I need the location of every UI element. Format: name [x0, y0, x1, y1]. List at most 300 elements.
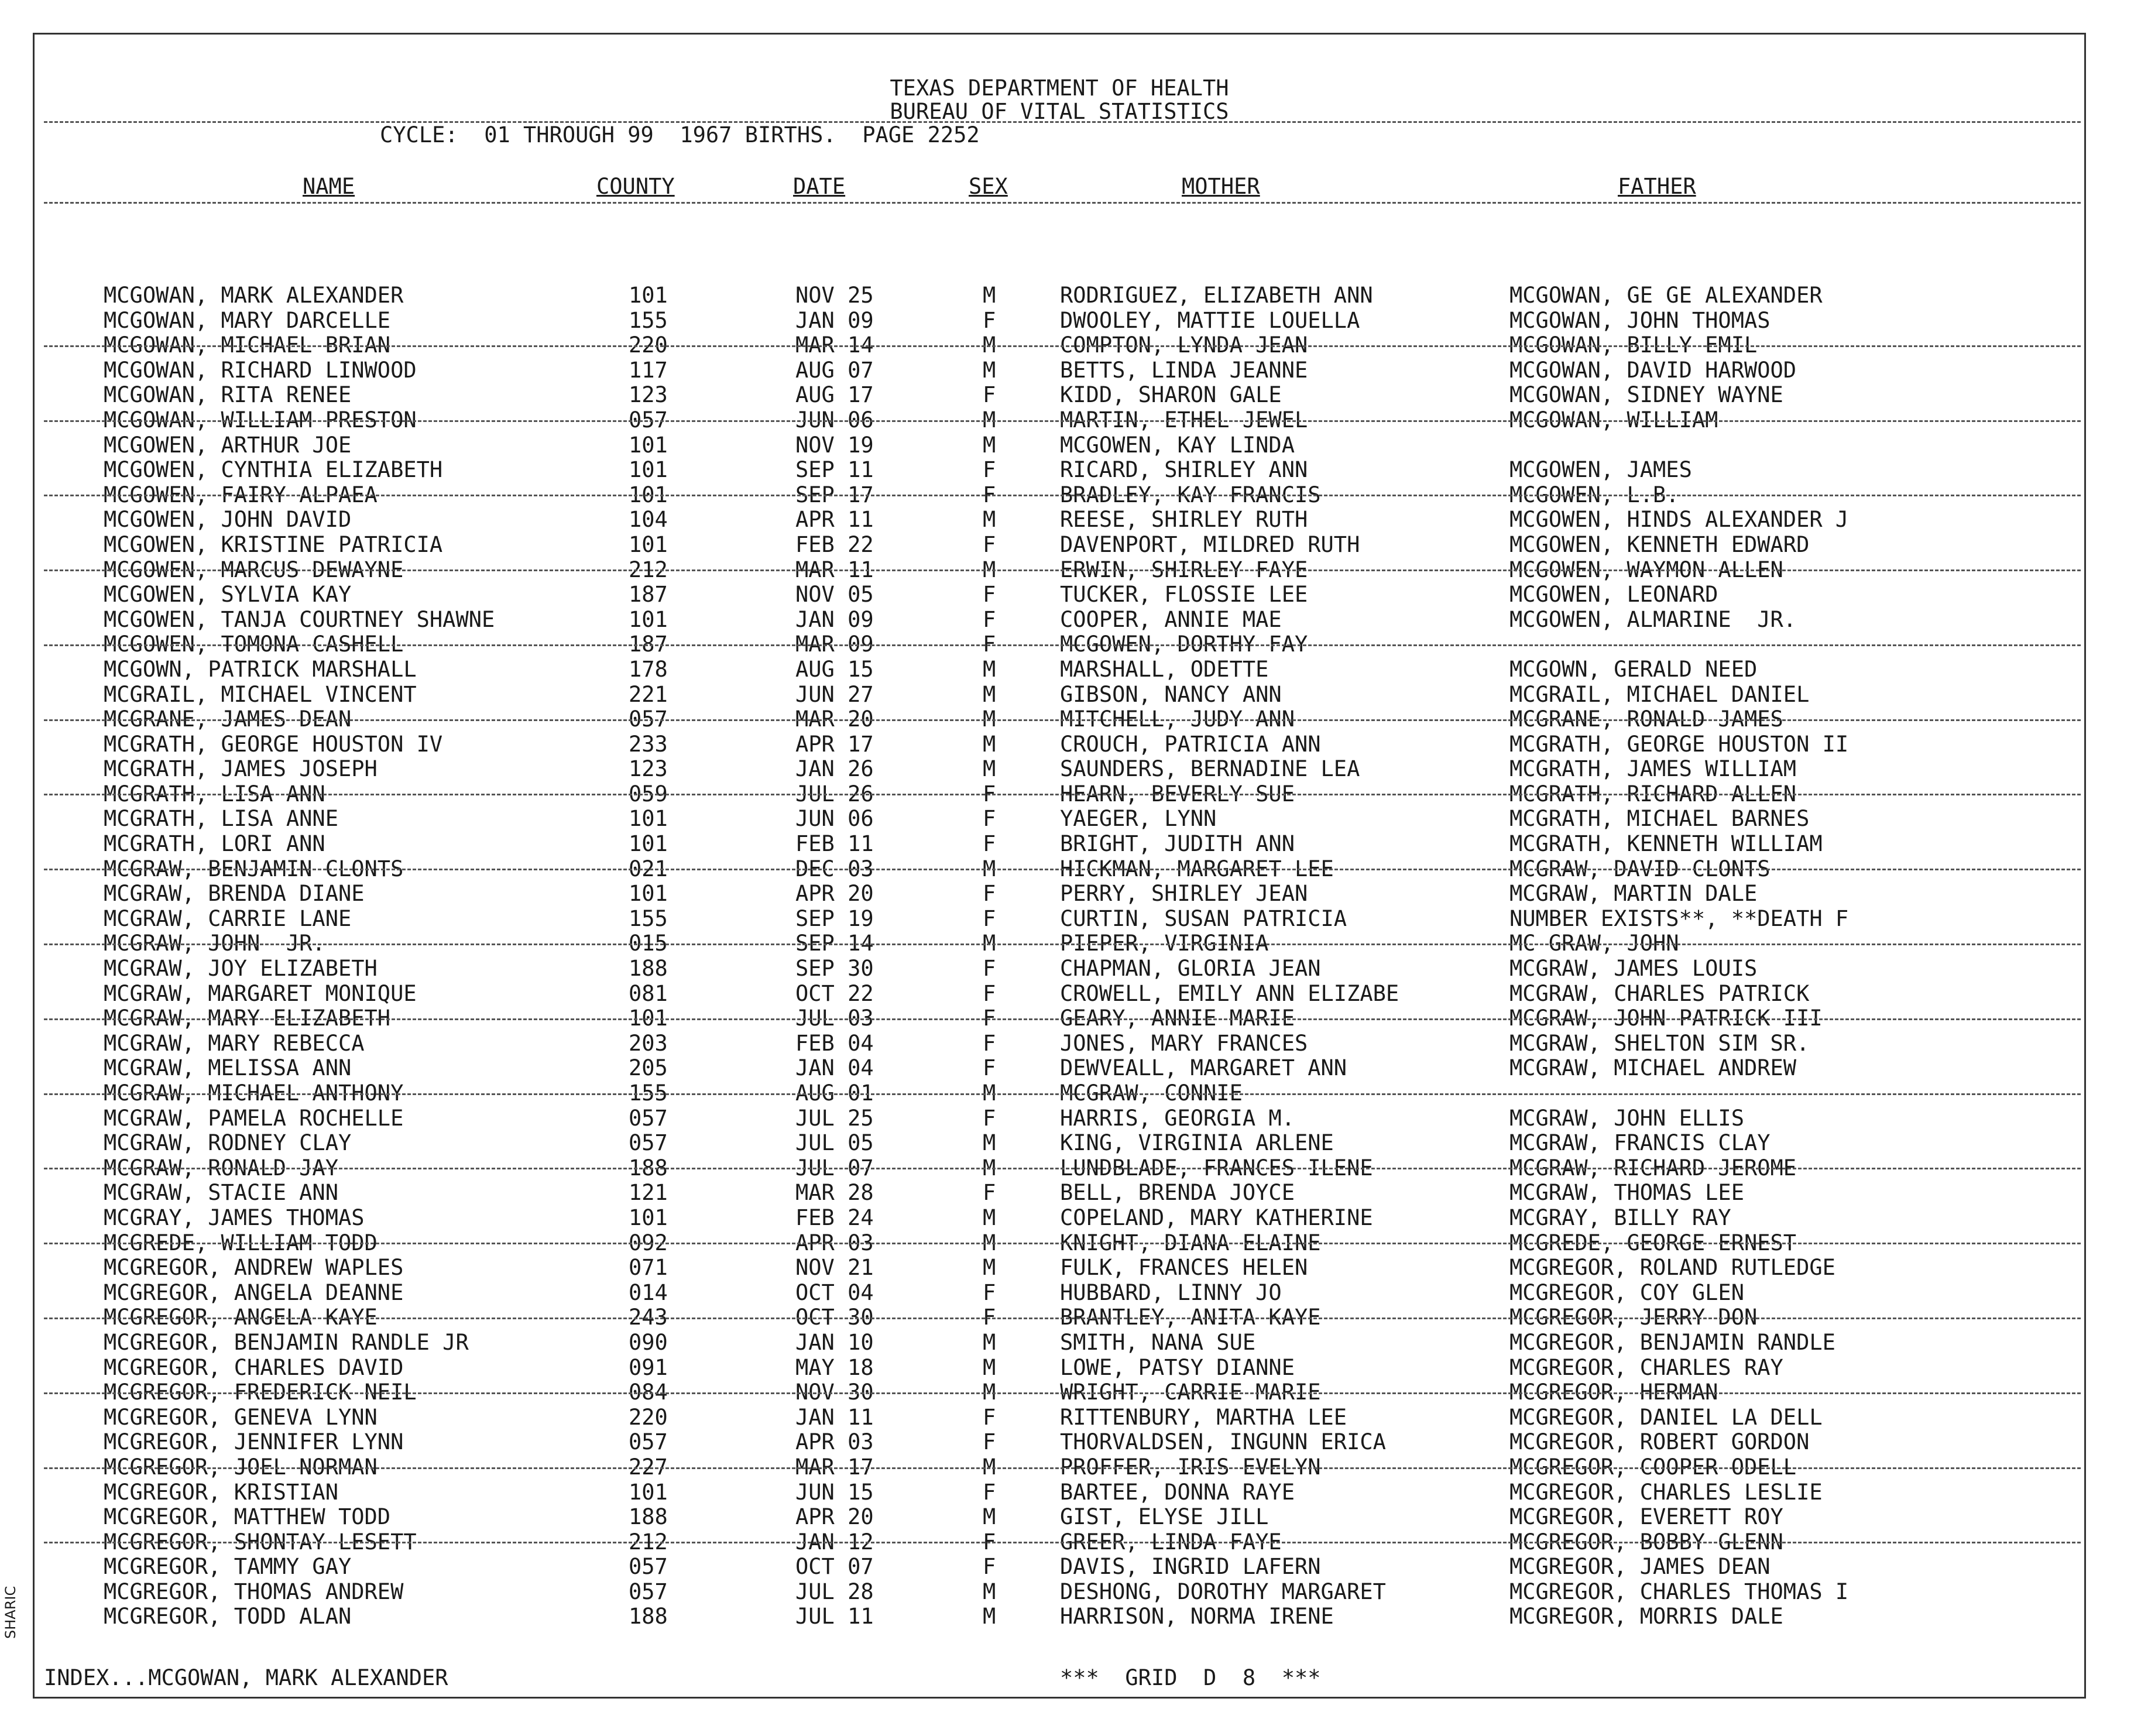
- record-sex: M: [983, 557, 996, 582]
- record-name: MCGOWEN, JOHN DAVID: [104, 507, 352, 533]
- record-name: MCGOWEN, TOMONA CASHELL: [104, 632, 404, 657]
- col-header-name: NAME: [303, 174, 355, 199]
- record-name: MCGOWEN, CYNTHIA ELIZABETH: [104, 457, 443, 483]
- record-mother: HARRISON, NORMA IRENE: [1060, 1604, 1334, 1629]
- record-sex: M: [983, 1380, 996, 1405]
- record-date: APR 20: [795, 881, 874, 907]
- record-sex: F: [983, 1529, 996, 1555]
- record-mother: KING, VIRGINIA ARLENE: [1060, 1130, 1334, 1156]
- record-father: MCGREGOR, EVERETT ROY: [1509, 1504, 1783, 1530]
- record-father: MCGOWEN, JAMES: [1509, 457, 1692, 483]
- record-county: 101: [629, 457, 668, 483]
- record-sex: F: [983, 905, 996, 931]
- record-row: [35, 1405, 2084, 1430]
- record-row: [35, 1330, 2084, 1356]
- record-sex: M: [983, 332, 996, 358]
- record-name: MCGRATH, LISA ANN: [104, 781, 325, 807]
- record-date: JUL 11: [795, 1604, 874, 1629]
- record-sex: F: [983, 582, 996, 608]
- record-sex: F: [983, 382, 996, 408]
- record-row: [35, 1131, 2084, 1156]
- record-date: OCT 30: [795, 1305, 874, 1330]
- record-father: MCGOWAN, GE GE ALEXANDER: [1509, 283, 1823, 308]
- row-divider: [44, 1093, 2081, 1095]
- record-father: MCGRATH, KENNETH WILLIAM: [1509, 831, 1823, 857]
- row-divider: [44, 1018, 2081, 1020]
- record-mother: BRADLEY, KAY FRANCIS: [1060, 482, 1321, 507]
- row-divider: [44, 495, 2081, 496]
- record-county: 057: [629, 1554, 668, 1580]
- record-mother: ERWIN, SHIRLEY FAYE: [1060, 557, 1308, 582]
- row-divider: [44, 794, 2081, 795]
- record-date: SEP 17: [795, 482, 874, 507]
- record-father: MCGREGOR, CHARLES RAY: [1509, 1354, 1783, 1380]
- record-name: MCGOWAN, WILLIAM PRESTON: [104, 407, 417, 433]
- col-header-sex: SEX: [969, 174, 1008, 199]
- record-mother: LUNDBLADE, FRANCES ILENE: [1060, 1155, 1373, 1181]
- record-sex: M: [983, 1155, 996, 1181]
- record-father: MCGREGOR, BOBBY GLENN: [1509, 1529, 1783, 1555]
- record-date: JUL 03: [795, 1006, 874, 1031]
- record-county: 057: [629, 1130, 668, 1156]
- record-sex: M: [983, 1504, 996, 1530]
- record-county: 188: [629, 1504, 668, 1530]
- record-county: 212: [629, 1529, 668, 1555]
- record-date: SEP 14: [795, 931, 874, 956]
- record-father: MCGRAW, THOMAS LEE: [1509, 1180, 1744, 1206]
- record-mother: RITTENBURY, MARTHA LEE: [1060, 1404, 1347, 1430]
- record-father: MCGREGOR, JERRY DON: [1509, 1305, 1758, 1330]
- record-mother: TUCKER, FLOSSIE LEE: [1060, 582, 1308, 608]
- record-date: NOV 25: [795, 283, 874, 308]
- record-father: MCGRAW, FRANCIS CLAY: [1509, 1130, 1771, 1156]
- record-date: NOV 19: [795, 432, 874, 458]
- row-divider: [44, 1542, 2081, 1543]
- record-name: MCGRAW, CARRIE LANE: [104, 905, 352, 931]
- record-row: [35, 1056, 2084, 1081]
- record-row: [35, 1181, 2084, 1206]
- record-name: MCGRATH, JAMES JOSEPH: [104, 756, 378, 782]
- record-mother: BETTS, LINDA JEANNE: [1060, 357, 1308, 383]
- record-date: FEB 24: [795, 1205, 874, 1230]
- record-father: MCGREGOR, ROBERT GORDON: [1509, 1429, 1810, 1455]
- record-date: NOV 21: [795, 1255, 874, 1281]
- record-name: MCGOWEN, MARCUS DEWAYNE: [104, 557, 404, 582]
- record-date: APR 03: [795, 1429, 874, 1455]
- record-mother: BRIGHT, JUDITH ANN: [1060, 831, 1295, 857]
- record-date: OCT 22: [795, 980, 874, 1006]
- row-divider: [44, 869, 2081, 870]
- record-date: APR 17: [795, 731, 874, 757]
- record-name: MCGREGOR, THOMAS ANDREW: [104, 1579, 404, 1604]
- record-county: 101: [629, 482, 668, 507]
- record-county: 220: [629, 332, 668, 358]
- record-mother: CROWELL, EMILY ANN ELIZABE: [1060, 980, 1399, 1006]
- record-father: MCGRAW, CHARLES PATRICK: [1509, 980, 1810, 1006]
- record-sex: F: [983, 1055, 996, 1081]
- record-sex: M: [983, 1130, 996, 1156]
- record-county: 101: [629, 432, 668, 458]
- record-father: MCGOWAN, BILLY EMIL: [1509, 332, 1758, 358]
- divider: [44, 121, 2081, 123]
- record-row: [35, 433, 2084, 458]
- record-county: 205: [629, 1055, 668, 1081]
- record-mother: COOPER, ANNIE MAE: [1060, 606, 1282, 632]
- record-name: MCGREGOR, TAMMY GAY: [104, 1554, 352, 1580]
- record-name: MCGOWEN, SYLVIA KAY: [104, 582, 352, 608]
- record-date: OCT 07: [795, 1554, 874, 1580]
- record-name: MCGRAY, JAMES THOMAS: [104, 1205, 365, 1230]
- record-row: [35, 757, 2084, 782]
- record-mother: BELL, BRENDA JOYCE: [1060, 1180, 1295, 1206]
- record-mother: PIEPER, VIRGINIA: [1060, 931, 1269, 956]
- record-father: MCGOWAN, DAVID HARWOOD: [1509, 357, 1797, 383]
- record-mother: FULK, FRANCES HELEN: [1060, 1255, 1308, 1281]
- record-sex: F: [983, 831, 996, 857]
- row-divider: [44, 345, 2081, 347]
- record-father: MCGOWEN, L.B.: [1509, 482, 1679, 507]
- record-county: 014: [629, 1279, 668, 1305]
- record-row: [35, 1505, 2084, 1530]
- record-name: MCGRAIL, MICHAEL VINCENT: [104, 681, 417, 707]
- record-father: MCGOWEN, WAYMON ALLEN: [1509, 557, 1783, 582]
- record-date: JAN 09: [795, 606, 874, 632]
- record-mother: SMITH, NANA SUE: [1060, 1329, 1256, 1355]
- record-name: MCGREDE, WILLIAM TODD: [104, 1230, 378, 1255]
- record-county: 059: [629, 781, 668, 807]
- record-name: MCGREGOR, KRISTIAN: [104, 1479, 338, 1505]
- record-name: MCGRAW, MARY ELIZABETH: [104, 1006, 391, 1031]
- record-date: FEB 11: [795, 831, 874, 857]
- record-sex: F: [983, 1180, 996, 1206]
- record-date: JUN 06: [795, 806, 874, 832]
- row-divider: [44, 1243, 2081, 1244]
- record-sex: M: [983, 856, 996, 881]
- record-name: MCGRAW, BENJAMIN CLONTS: [104, 856, 404, 881]
- record-mother: MARTIN, ETHEL JEWEL: [1060, 407, 1308, 433]
- record-father: MCGREDE, GEORGE ERNEST: [1509, 1230, 1797, 1255]
- record-sex: M: [983, 1329, 996, 1355]
- record-date: MAY 18: [795, 1354, 874, 1380]
- record-name: MCGRAW, MELISSA ANN: [104, 1055, 352, 1081]
- record-mother: CURTIN, SUSAN PATRICIA: [1060, 905, 1347, 931]
- record-county: 121: [629, 1180, 668, 1206]
- record-county: 187: [629, 582, 668, 608]
- record-name: MCGREGOR, CHARLES DAVID: [104, 1354, 404, 1380]
- record-name: MCGRAW, PAMELA ROCHELLE: [104, 1105, 404, 1131]
- record-row: [35, 1281, 2084, 1306]
- row-divider: [44, 1168, 2081, 1169]
- record-mother: RICARD, SHIRLEY ANN: [1060, 457, 1308, 483]
- record-date: APR 20: [795, 1504, 874, 1530]
- record-father: MCGREGOR, MORRIS DALE: [1509, 1604, 1783, 1629]
- record-sex: F: [983, 1030, 996, 1056]
- record-mother: YAEGER, LYNN: [1060, 806, 1217, 832]
- record-sex: F: [983, 1554, 996, 1580]
- record-father: MCGRATH, MICHAEL BARNES: [1509, 806, 1810, 832]
- record-name: MCGRAW, JOHN JR.: [104, 931, 325, 956]
- record-name: MCGOWAN, RICHARD LINWOOD: [104, 357, 417, 383]
- record-row: [35, 582, 2084, 608]
- record-sex: F: [983, 806, 996, 832]
- record-row: [35, 982, 2084, 1007]
- record-row: [35, 1430, 2084, 1455]
- side-label: SHARIC: [2, 1586, 19, 1639]
- record-county: 101: [629, 531, 668, 557]
- record-county: 203: [629, 1030, 668, 1056]
- record-row: [35, 1356, 2084, 1381]
- record-county: 123: [629, 382, 668, 408]
- record-date: MAR 17: [795, 1454, 874, 1480]
- record-date: JUN 06: [795, 407, 874, 433]
- record-father: MCGOWEN, KENNETH EDWARD: [1509, 531, 1810, 557]
- record-sex: M: [983, 507, 996, 533]
- divider: [44, 202, 2081, 204]
- record-name: MCGRAW, RONALD JAY: [104, 1155, 338, 1181]
- record-mother: CHAPMAN, GLORIA JEAN: [1060, 956, 1321, 982]
- record-mother: PROFFER, IRIS EVELYN: [1060, 1454, 1321, 1480]
- record-date: AUG 15: [795, 656, 874, 682]
- record-father: MCGOWEN, LEONARD: [1509, 582, 1718, 608]
- record-father: MCGOWN, GERALD NEED: [1509, 656, 1758, 682]
- record-mother: HICKMAN, MARGARET LEE: [1060, 856, 1334, 881]
- index-line: INDEX...MCGOWAN, MARK ALEXANDER: [44, 1665, 448, 1690]
- record-row: [35, 907, 2084, 932]
- record-sex: M: [983, 681, 996, 707]
- record-sex: F: [983, 307, 996, 333]
- record-sex: F: [983, 457, 996, 483]
- record-mother: JONES, MARY FRANCES: [1060, 1030, 1308, 1056]
- record-date: JAN 12: [795, 1529, 874, 1555]
- record-sex: M: [983, 1354, 996, 1380]
- record-county: 021: [629, 856, 668, 881]
- record-county: 057: [629, 1429, 668, 1455]
- record-sex: F: [983, 956, 996, 982]
- record-father: MCGRAW, DAVID CLONTS: [1509, 856, 1771, 881]
- record-county: 090: [629, 1329, 668, 1355]
- record-name: MCGRANE, JAMES DEAN: [104, 706, 352, 732]
- record-father: MCGREGOR, COY GLEN: [1509, 1279, 1744, 1305]
- record-name: MCGRAW, RODNEY CLAY: [104, 1130, 352, 1156]
- record-father: NUMBER EXISTS**, **DEATH F: [1509, 905, 1849, 931]
- record-mother: CROUCH, PATRICIA ANN: [1060, 731, 1321, 757]
- record-county: 188: [629, 956, 668, 982]
- record-county: 101: [629, 1006, 668, 1031]
- record-county: 071: [629, 1255, 668, 1281]
- record-row: [35, 1206, 2084, 1231]
- record-sex: M: [983, 1205, 996, 1230]
- record-mother: GEARY, ANNIE MARIE: [1060, 1006, 1295, 1031]
- record-mother: THORVALDSEN, INGUNN ERICA: [1060, 1429, 1386, 1455]
- record-name: MCGREGOR, TODD ALAN: [104, 1604, 352, 1629]
- record-row: [35, 283, 2084, 308]
- record-row: [35, 657, 2084, 682]
- record-father: MCGRAW, JOHN PATRICK III: [1509, 1006, 1823, 1031]
- record-name: MCGOWAN, RITA RENEE: [104, 382, 352, 408]
- record-mother: BRANTLEY, ANITA KAYE: [1060, 1305, 1321, 1330]
- record-row: [35, 1031, 2084, 1056]
- record-name: MCGOWEN, ARTHUR JOE: [104, 432, 352, 458]
- record-date: JAN 10: [795, 1329, 874, 1355]
- record-father: MCGREGOR, COOPER ODELL: [1509, 1454, 1797, 1480]
- record-date: MAR 11: [795, 557, 874, 582]
- record-name: MCGRAW, STACIE ANN: [104, 1180, 338, 1206]
- record-sex: F: [983, 1404, 996, 1430]
- row-divider: [44, 1467, 2081, 1469]
- record-sex: M: [983, 756, 996, 782]
- record-sex: F: [983, 1305, 996, 1330]
- record-mother: MCGOWEN, KAY LINDA: [1060, 432, 1295, 458]
- record-date: JUL 05: [795, 1130, 874, 1156]
- record-father: MCGRAW, JAMES LOUIS: [1509, 956, 1758, 982]
- record-row: [35, 732, 2084, 757]
- record-sex: M: [983, 432, 996, 458]
- record-sex: M: [983, 731, 996, 757]
- record-mother: LOWE, PATSY DIANNE: [1060, 1354, 1295, 1380]
- record-county: 220: [629, 1404, 668, 1430]
- record-sex: M: [983, 1579, 996, 1604]
- record-date: JUL 07: [795, 1155, 874, 1181]
- record-name: MCGREGOR, ANGELA DEANNE: [104, 1279, 404, 1305]
- record-date: DEC 03: [795, 856, 874, 881]
- record-date: SEP 19: [795, 905, 874, 931]
- record-date: MAR 09: [795, 632, 874, 657]
- record-county: 057: [629, 1579, 668, 1604]
- record-county: 091: [629, 1354, 668, 1380]
- record-mother: SAUNDERS, BERNADINE LEA: [1060, 756, 1360, 782]
- record-row: [35, 383, 2084, 408]
- record-father: MCGRANE, RONALD JAMES: [1509, 706, 1783, 732]
- record-mother: GREER, LINDA FAYE: [1060, 1529, 1282, 1555]
- record-father: MCGRATH, JAMES WILLIAM: [1509, 756, 1797, 782]
- record-county: 227: [629, 1454, 668, 1480]
- record-county: 092: [629, 1230, 668, 1255]
- record-father: MCGRATH, GEORGE HOUSTON II: [1509, 731, 1849, 757]
- record-mother: BARTEE, DONNA RAYE: [1060, 1479, 1295, 1505]
- record-date: JAN 09: [795, 307, 874, 333]
- record-mother: HEARN, BEVERLY SUE: [1060, 781, 1295, 807]
- record-date: AUG 17: [795, 382, 874, 408]
- record-county: 101: [629, 1205, 668, 1230]
- record-father: MCGRAW, MICHAEL ANDREW: [1509, 1055, 1797, 1081]
- record-county: 123: [629, 756, 668, 782]
- record-name: MCGREGOR, ANDREW WAPLES: [104, 1255, 404, 1281]
- record-name: MCGRAW, MARGARET MONIQUE: [104, 980, 417, 1006]
- record-name: MCGREGOR, MATTHEW TODD: [104, 1504, 391, 1530]
- row-divider: [44, 944, 2081, 945]
- record-date: AUG 07: [795, 357, 874, 383]
- record-mother: KIDD, SHARON GALE: [1060, 382, 1282, 408]
- record-mother: COPELAND, MARY KATHERINE: [1060, 1205, 1373, 1230]
- record-father: MCGREGOR, DANIEL LA DELL: [1509, 1404, 1823, 1430]
- record-mother: DWOOLEY, MATTIE LOUELLA: [1060, 307, 1360, 333]
- record-date: NOV 05: [795, 582, 874, 608]
- record-sex: M: [983, 1230, 996, 1255]
- record-father: MCGOWEN, ALMARINE JR.: [1509, 606, 1797, 632]
- record-name: MCGREGOR, JENNIFER LYNN: [104, 1429, 404, 1455]
- record-row: [35, 956, 2084, 982]
- record-sex: F: [983, 1429, 996, 1455]
- record-sex: F: [983, 531, 996, 557]
- record-mother: MCGOWEN, DORTHY FAY: [1060, 632, 1308, 657]
- col-header-father: FATHER: [1618, 174, 1696, 199]
- record-father: MCGRATH, RICHARD ALLEN: [1509, 781, 1797, 807]
- record-date: MAR 28: [795, 1180, 874, 1206]
- record-date: JAN 26: [795, 756, 874, 782]
- record-date: NOV 30: [795, 1380, 874, 1405]
- record-sex: F: [983, 781, 996, 807]
- record-date: SEP 30: [795, 956, 874, 982]
- record-date: OCT 04: [795, 1279, 874, 1305]
- col-header-mother: MOTHER: [1182, 174, 1260, 199]
- record-date: JUL 25: [795, 1105, 874, 1131]
- record-sex: F: [983, 482, 996, 507]
- record-name: MCGREGOR, GENEVA LYNN: [104, 1404, 378, 1430]
- row-divider: [44, 644, 2081, 646]
- record-father: MCGRAIL, MICHAEL DANIEL: [1509, 681, 1810, 707]
- record-county: 155: [629, 307, 668, 333]
- record-father: MCGREGOR, HERMAN: [1509, 1380, 1718, 1405]
- record-row: [35, 682, 2084, 708]
- record-mother: RODRIGUEZ, ELIZABETH ANN: [1060, 283, 1373, 308]
- record-sex: F: [983, 1105, 996, 1131]
- record-father: MCGREGOR, ROLAND RUTLEDGE: [1509, 1255, 1835, 1281]
- record-sex: M: [983, 357, 996, 383]
- record-date: AUG 01: [795, 1080, 874, 1106]
- record-row: [35, 358, 2084, 383]
- record-mother: KNIGHT, DIANA ELAINE: [1060, 1230, 1321, 1255]
- record-father: MCGREGOR, CHARLES LESLIE: [1509, 1479, 1823, 1505]
- record-name: MCGRATH, GEORGE HOUSTON IV: [104, 731, 443, 757]
- record-father: MCGRAW, JOHN ELLIS: [1509, 1105, 1744, 1131]
- row-divider: [44, 1392, 2081, 1394]
- record-date: APR 03: [795, 1230, 874, 1255]
- record-row: [35, 608, 2084, 633]
- record-date: MAR 14: [795, 332, 874, 358]
- record-row: [35, 308, 2084, 334]
- record-mother: DESHONG, DOROTHY MARGARET: [1060, 1579, 1386, 1604]
- record-name: MCGOWN, PATRICK MARSHALL: [104, 656, 417, 682]
- record-sex: F: [983, 1279, 996, 1305]
- record-mother: HUBBARD, LINNY JO: [1060, 1279, 1282, 1305]
- record-date: JUN 15: [795, 1479, 874, 1505]
- record-sex: M: [983, 283, 996, 308]
- record-mother: MCGRAW, CONNIE: [1060, 1080, 1243, 1106]
- record-name: MCGRAW, MARY REBECCA: [104, 1030, 365, 1056]
- cycle-line: CYCLE: 01 THROUGH 99 1967 BIRTHS. PAGE 2252: [380, 122, 980, 147]
- record-mother: GIBSON, NANCY ANN: [1060, 681, 1282, 707]
- record-sex: M: [983, 1604, 996, 1629]
- record-county: 101: [629, 283, 668, 308]
- record-row: [35, 458, 2084, 483]
- record-father: MCGREGOR, BENJAMIN RANDLE: [1509, 1329, 1835, 1355]
- record-county: 155: [629, 1080, 668, 1106]
- record-name: MCGRATH, LISA ANNE: [104, 806, 338, 832]
- record-row: [35, 1106, 2084, 1131]
- record-sex: M: [983, 656, 996, 682]
- record-row: [35, 1555, 2084, 1580]
- record-date: JAN 04: [795, 1055, 874, 1081]
- record-father: MCGRAW, MARTIN DALE: [1509, 881, 1758, 907]
- col-header-date: DATE: [793, 174, 846, 199]
- record-father: MCGRAY, BILLY RAY: [1509, 1205, 1731, 1230]
- record-date: JAN 11: [795, 1404, 874, 1430]
- record-sex: M: [983, 706, 996, 732]
- record-father: MCGRAW, RICHARD JEROME: [1509, 1155, 1797, 1181]
- record-sex: M: [983, 407, 996, 433]
- record-name: MCGRAW, JOY ELIZABETH: [104, 956, 378, 982]
- row-divider: [44, 1318, 2081, 1319]
